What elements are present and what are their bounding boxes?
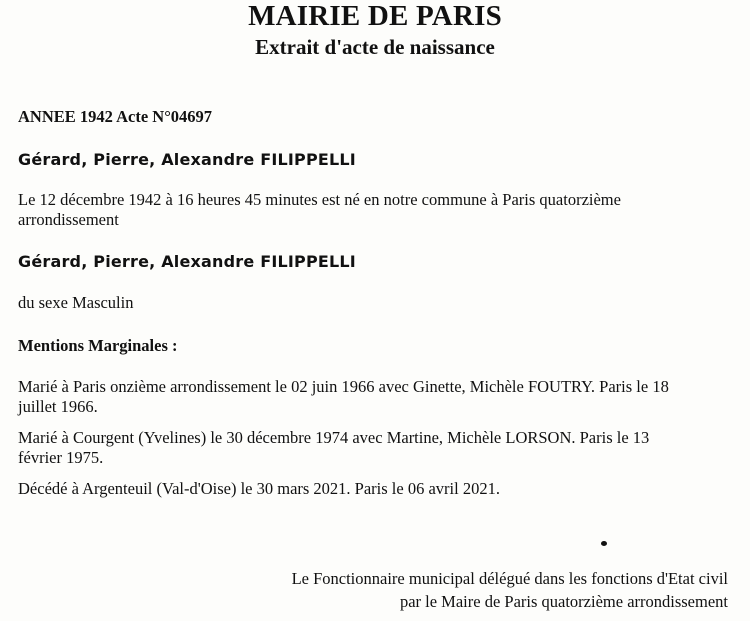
- mention-marriage-2-line-1: Marié à Courgent (Yvelines) le 30 décembre 1974 avec Martine, Michèle LORSON. Paris le 13: [18, 428, 650, 447]
- sex-statement: du sexe Masculin: [18, 293, 134, 312]
- mention-marriage-2-line-2: février 1975.: [18, 448, 104, 467]
- mentions-heading: Mentions Marginales :: [18, 336, 178, 355]
- mention-marriage-1-line-1: Marié à Paris onzième arrondissement le 02 juin 1966 avec Ginette, Michèle FOUTRY. Paris le 18: [18, 377, 669, 396]
- ink-dot: [601, 541, 607, 546]
- person-name-repeat: Gérard, Pierre, Alexandre FILIPPELLI: [18, 252, 356, 271]
- person-name: Gérard, Pierre, Alexandre FILIPPELLI: [18, 150, 356, 169]
- mention-marriage-1-line-2: juillet 1966.: [18, 397, 98, 416]
- mention-death: Décédé à Argenteuil (Val-d'Oise) le 30 mars 2021. Paris le 06 avril 2021.: [18, 479, 500, 498]
- signature-line-2: par le Maire de Paris quatorzième arrondissement: [399, 592, 728, 611]
- document-subtitle: Extrait d'acte de naissance: [255, 35, 495, 59]
- birth-statement-line-2: arrondissement: [18, 210, 119, 229]
- signature-line-1: Le Fonctionnaire municipal délégué dans les fonctions d'Etat civil: [291, 569, 728, 588]
- document-title: MAIRIE DE PARIS: [248, 0, 502, 32]
- birth-statement-line-1: Le 12 décembre 1942 à 16 heures 45 minutes est né en notre commune à Paris quatorzième: [18, 190, 621, 209]
- year-act-number: ANNEE 1942 Acte N°04697: [18, 107, 213, 126]
